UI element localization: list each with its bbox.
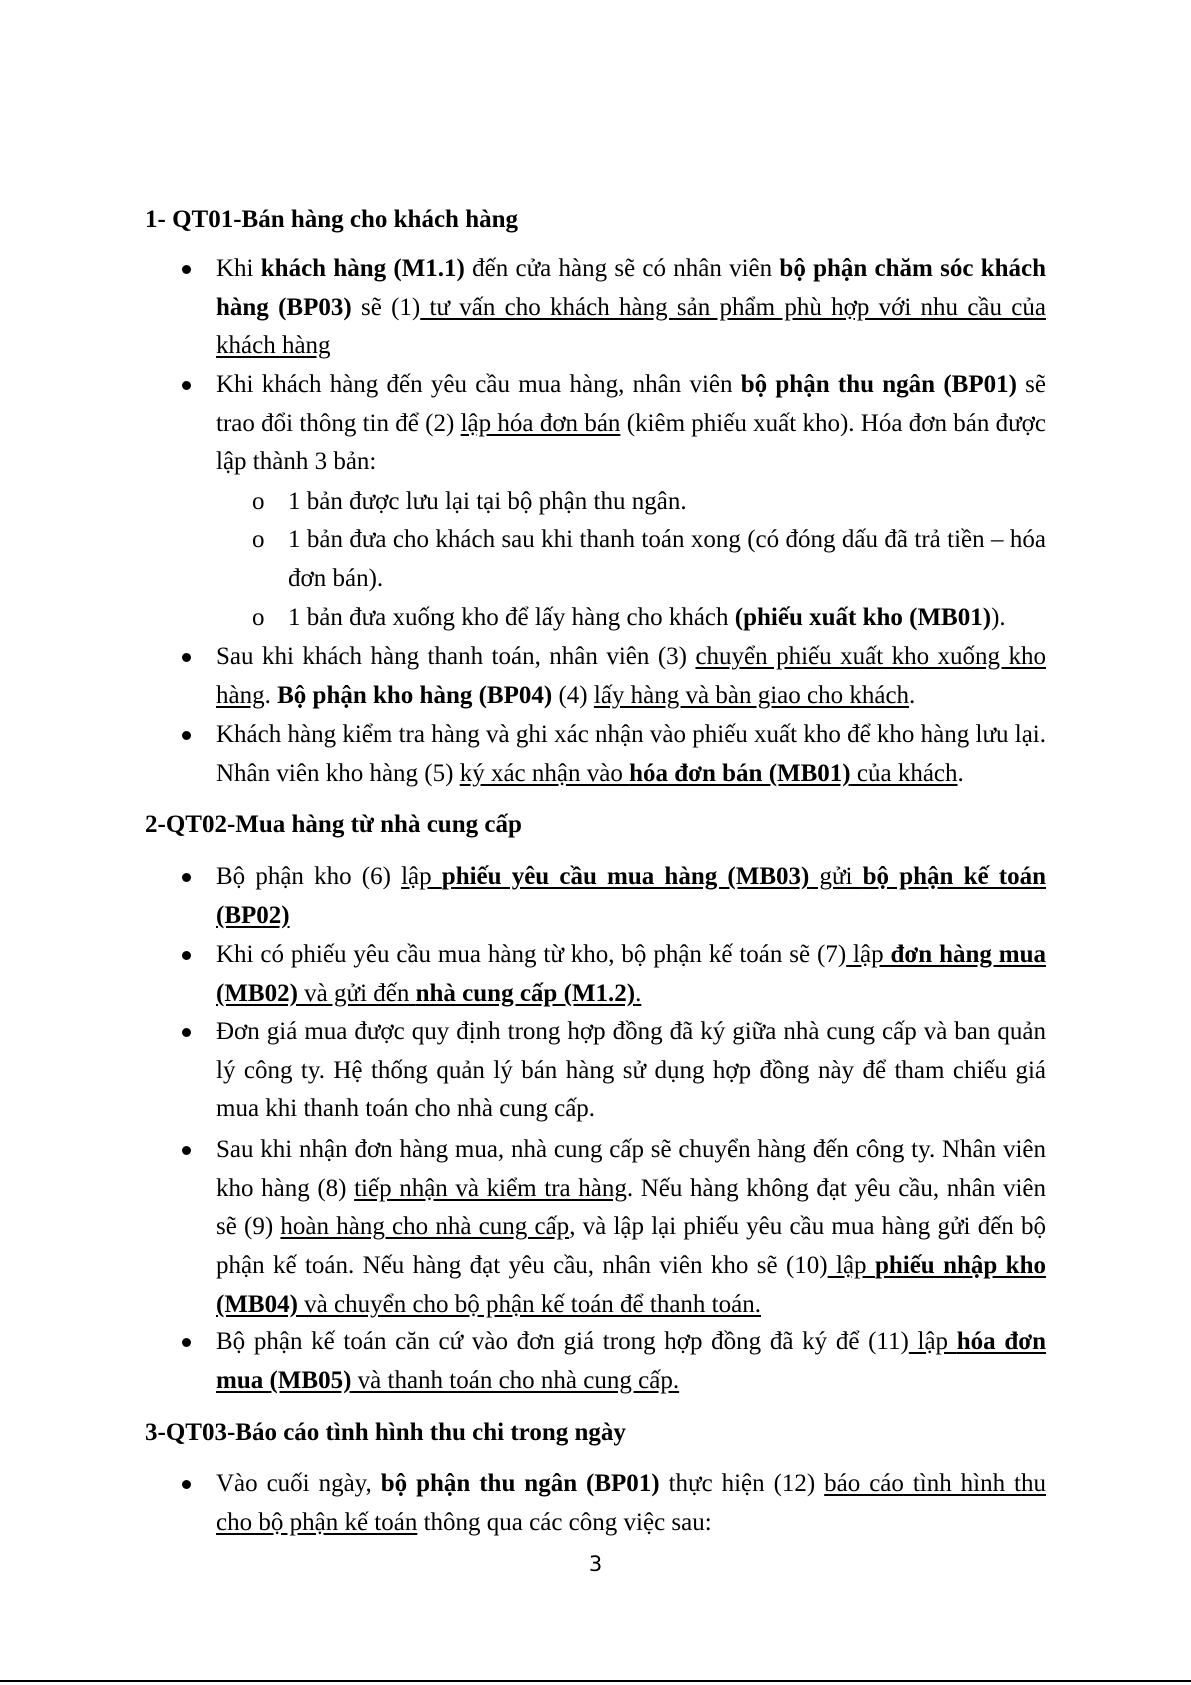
sub-list-item: o 1 bản đưa xuống kho để lấy hàng cho khách (phiếu xuất kho (MB01)). [288, 599, 1046, 638]
page-number: 3 [588, 1552, 603, 1576]
list-item: Sau khi khách hàng thanh toán, nhân viên (3) chuyển phiếu xuất kho xuống kho hàng. Bộ phận kho hàng (BP04) (4) lấy hàng và bàn giao cho khách. [216, 638, 1046, 715]
list-item: Đơn giá mua được quy định trong hợp đồng đã ký giữa nhà cung cấp và ban quản lý công ty. Hệ thống quản lý bán hàng sử dụng hợp đồng này để tham chiếu giá mua khi thanh toán cho nhà cung cấp. [216, 1013, 1046, 1129]
list-item: Sau khi nhận đơn hàng mua, nhà cung cấp sẽ chuyển hàng đến công ty. Nhân viên kho hàng (8) tiếp nhận và kiểm tra hàng. Nếu hàng không đạt yêu cầu, nhân viên sẽ (9) hoàn hàng cho nhà cung cấp, và lập lại phiếu yêu cầu mua hàng gửi đến bộ phận kế toán. Nếu hàng đạt yêu cầu, nhân viên kho sẽ (10) lập phiếu nhập kho (MB04) và chuyển cho bộ phận kế toán để thanh toán. [216, 1131, 1046, 1325]
list-item: Khi khách hàng đến yêu cầu mua hàng, nhân viên bộ phận thu ngân (BP01) sẽ trao đổi thông tin để (2) lập hóa đơn bán (kiêm phiếu xuất kho). Hóa đơn bán được lập thành 3 bản: [216, 366, 1046, 482]
list-item: Bộ phận kho (6) lập phiếu yêu cầu mua hàng (MB03) gửi bộ phận kế toán (BP02) [216, 858, 1046, 935]
sub-list-item: o 1 bản được lưu lại tại bộ phận thu ngân. [288, 483, 1046, 522]
page-bottom-rule [0, 1680, 1191, 1682]
list-item: Vào cuối ngày, bộ phận thu ngân (BP01) thực hiện (12) báo cáo tình hình thu cho bộ phận kế toán thông qua các công việc sau: [216, 1465, 1046, 1542]
section-heading-qt02: 2-QT02-Mua hàng từ nhà cung cấp [145, 811, 522, 838]
list-item: Khi khách hàng (M1.1) đến cửa hàng sẽ có nhân viên bộ phận chăm sóc khách hàng (BP03) sẽ (1) tư vấn cho khách hàng sản phẩm phù hợp với nhu cầu của khách hàng [216, 250, 1046, 366]
list-item: Khi có phiếu yêu cầu mua hàng từ kho, bộ phận kế toán sẽ (7) lập đơn hàng mua (MB02) và gửi đến nhà cung cấp (M1.2). [216, 936, 1046, 1013]
section-heading-qt01: 1- QT01-Bán hàng cho khách hàng [145, 206, 519, 233]
sub-list-item: o 1 bản đưa cho khách sau khi thanh toán xong (có đóng dấu đã trả tiền – hóa đơn bán). [288, 521, 1046, 598]
section-heading-qt03: 3-QT03-Báo cáo tình hình thu chi trong ngày [145, 1419, 626, 1446]
list-item: Bộ phận kế toán căn cứ vào đơn giá trong hợp đồng đã ký để (11) lập hóa đơn mua (MB05) và thanh toán cho nhà cung cấp. [216, 1323, 1046, 1400]
list-item: Khách hàng kiểm tra hàng và ghi xác nhận vào phiếu xuất kho để kho hàng lưu lại. Nhân viên kho hàng (5) ký xác nhận vào hóa đơn bán (MB01) của khách. [216, 716, 1046, 793]
